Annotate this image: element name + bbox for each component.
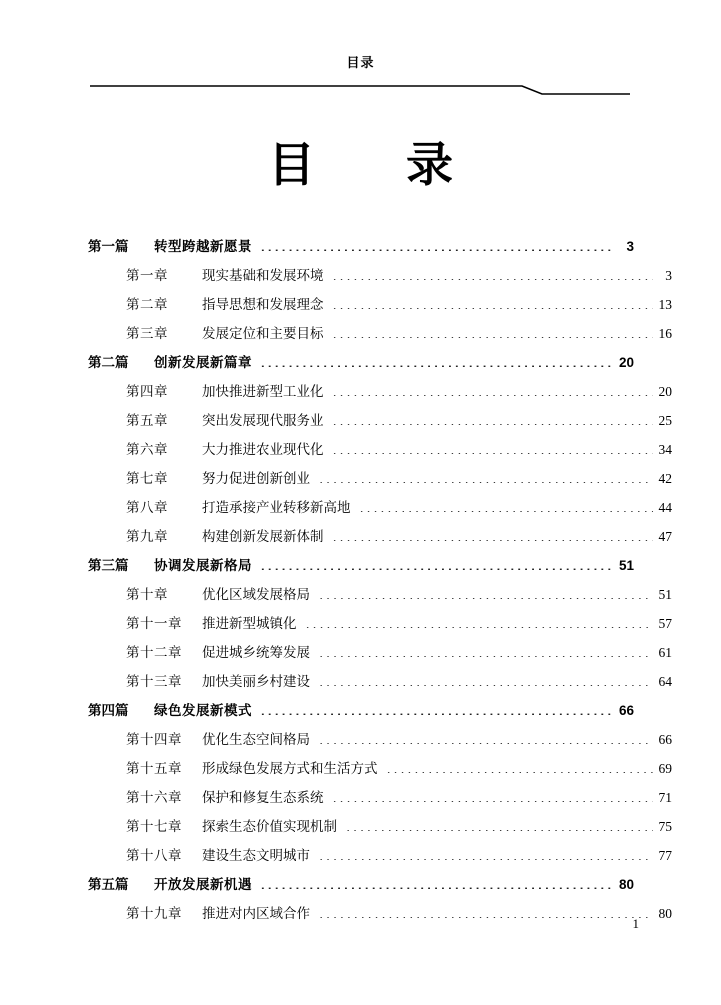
toc-part-entry[interactable] <box>88 696 634 725</box>
toc-entry-page: 69 <box>658 761 672 776</box>
toc-entry-number: 第十七章 <box>126 819 182 834</box>
toc-entry-page: 25 <box>658 413 672 428</box>
toc-entry-title: 推进新型城镇化 <box>202 616 297 631</box>
toc-chapter-entry[interactable] <box>88 754 672 783</box>
toc-chapter-entry[interactable] <box>88 609 672 638</box>
toc-leader-dots <box>319 847 653 861</box>
toc-chapter-entry[interactable] <box>88 493 672 522</box>
toc-entry-page: 75 <box>658 819 672 834</box>
toc-entry-number: 第二篇 <box>88 355 129 370</box>
toc-entry-number: 第三章 <box>126 326 168 341</box>
toc-leader-dots <box>333 412 654 426</box>
toc-entry-page: 3 <box>665 268 672 283</box>
toc-leader-dots <box>261 557 615 571</box>
toc-entry-number: 第三篇 <box>88 558 129 573</box>
toc-entry-page: 80 <box>658 906 672 921</box>
toc-entry-number: 第四篇 <box>88 703 129 718</box>
toc-entry-page: 61 <box>658 645 672 660</box>
toc-entry-title: 形成绿色发展方式和生活方式 <box>202 761 378 776</box>
toc-leader-dots <box>387 760 654 774</box>
toc-leader-dots <box>319 586 653 600</box>
header-rule-ornament <box>90 83 630 97</box>
toc-entry-number: 第十章 <box>126 587 168 602</box>
toc-chapter-entry[interactable] <box>88 899 672 928</box>
toc-entry-page: 44 <box>658 500 672 515</box>
toc-entry-number: 第六章 <box>126 442 168 457</box>
toc-chapter-entry[interactable] <box>88 638 672 667</box>
toc-part-entry[interactable] <box>88 870 634 899</box>
toc-entry-page: 66 <box>658 732 672 747</box>
toc-entry-title: 开放发展新机遇 <box>154 877 252 892</box>
toc-entry-page: 66 <box>618 703 634 718</box>
toc-leader-dots <box>333 789 654 803</box>
toc-leader-dots <box>333 325 654 339</box>
toc-chapter-entry[interactable] <box>88 667 672 696</box>
toc-entry-number: 第十五章 <box>126 761 182 776</box>
toc-entry-page: 34 <box>658 442 672 457</box>
toc-entry-page: 80 <box>618 877 634 892</box>
toc-entry-number: 第五章 <box>126 413 168 428</box>
toc-entry-page: 3 <box>626 239 634 254</box>
toc-entry-title: 构建创新发展新体制 <box>202 529 324 544</box>
toc-entry-page: 57 <box>658 616 672 631</box>
toc-entry-page: 64 <box>658 674 672 689</box>
toc-entry-number: 第十四章 <box>126 732 182 747</box>
toc-entry-title: 促进城乡统筹发展 <box>202 645 310 660</box>
toc-entry-number: 第五篇 <box>88 877 129 892</box>
toc-entry-title: 优化区域发展格局 <box>202 587 310 602</box>
toc-entry-number: 第九章 <box>126 529 168 544</box>
toc-entry-number: 第十一章 <box>126 616 182 631</box>
toc-leader-dots <box>319 644 653 658</box>
toc-part-entry[interactable] <box>88 551 634 580</box>
toc-leader-dots <box>333 441 654 455</box>
toc-entry-title: 努力促进创新创业 <box>202 471 310 486</box>
toc-leader-dots <box>319 731 653 745</box>
toc-leader-dots <box>319 673 653 687</box>
toc-entry-number: 第十二章 <box>126 645 182 660</box>
toc-chapter-entry[interactable] <box>88 377 672 406</box>
toc-leader-dots <box>333 383 654 397</box>
toc-chapter-entry[interactable] <box>88 435 672 464</box>
toc-entry-page: 51 <box>618 558 634 573</box>
page-title: 目 录 <box>268 140 475 192</box>
toc-leader-dots <box>261 702 615 716</box>
toc-entry-number: 第十八章 <box>126 848 182 863</box>
toc-leader-dots <box>333 267 654 281</box>
toc-leader-dots <box>306 615 654 629</box>
toc-entry-page: 13 <box>658 297 672 312</box>
toc-entry-title: 优化生态空间格局 <box>202 732 310 747</box>
toc-chapter-entry[interactable] <box>88 783 672 812</box>
toc-entry-title: 加快美丽乡村建设 <box>202 674 310 689</box>
running-header <box>0 52 721 98</box>
toc-chapter-entry[interactable] <box>88 319 672 348</box>
toc-leader-dots <box>319 905 653 919</box>
toc-entry-number: 第八章 <box>126 500 168 515</box>
toc-entry-number: 第一篇 <box>88 239 129 254</box>
toc-entry-number: 第十六章 <box>126 790 182 805</box>
toc-entry-title: 探索生态价值实现机制 <box>202 819 337 834</box>
page-number: 1 <box>632 916 639 931</box>
toc-entry-page: 20 <box>658 384 672 399</box>
toc-entry-title: 打造承接产业转移新高地 <box>202 500 351 515</box>
toc-entry-title: 创新发展新篇章 <box>154 355 252 370</box>
toc-entry-number: 第四章 <box>126 384 168 399</box>
table-of-contents <box>88 232 672 928</box>
toc-chapter-entry[interactable] <box>88 812 672 841</box>
toc-entry-title: 保护和修复生态系统 <box>202 790 324 805</box>
toc-part-entry[interactable] <box>88 232 634 261</box>
toc-entry-title: 绿色发展新模式 <box>154 703 252 718</box>
toc-entry-page: 20 <box>618 355 634 370</box>
toc-entry-page: 51 <box>658 587 672 602</box>
toc-leader-dots <box>261 354 615 368</box>
toc-entry-number: 第十三章 <box>126 674 182 689</box>
toc-entry-title: 大力推进农业现代化 <box>202 442 324 457</box>
toc-entry-page: 47 <box>658 529 672 544</box>
toc-entry-title: 发展定位和主要目标 <box>202 326 324 341</box>
toc-entry-title: 转型跨越新愿景 <box>154 239 252 254</box>
toc-entry-page: 71 <box>658 790 672 805</box>
toc-leader-dots <box>319 470 653 484</box>
toc-entry-number: 第七章 <box>126 471 168 486</box>
toc-leader-dots <box>346 818 653 832</box>
toc-entry-title: 现实基础和发展环境 <box>202 268 324 283</box>
toc-entry-title: 加快推进新型工业化 <box>202 384 324 399</box>
toc-entry-number: 第一章 <box>126 268 168 283</box>
toc-chapter-entry[interactable] <box>88 841 672 870</box>
toc-chapter-entry[interactable] <box>88 406 672 435</box>
toc-chapter-entry[interactable] <box>88 290 672 319</box>
toc-chapter-entry[interactable] <box>88 522 672 551</box>
toc-part-entry[interactable] <box>88 348 634 377</box>
toc-entry-title: 指导思想和发展理念 <box>202 297 324 312</box>
toc-chapter-entry[interactable] <box>88 261 672 290</box>
toc-entry-title: 推进对内区域合作 <box>202 906 310 921</box>
toc-entry-title: 协调发展新格局 <box>154 558 252 573</box>
toc-entry-title: 突出发展现代服务业 <box>202 413 324 428</box>
toc-entry-page: 42 <box>658 471 672 486</box>
toc-leader-dots <box>261 876 615 890</box>
toc-entry-page: 77 <box>658 848 672 863</box>
toc-leader-dots <box>333 296 654 310</box>
toc-entry-number: 第二章 <box>126 297 168 312</box>
toc-leader-dots <box>333 528 654 542</box>
toc-leader-dots <box>261 238 615 252</box>
toc-chapter-entry[interactable] <box>88 580 672 609</box>
running-header-title: 目录 <box>346 55 375 70</box>
toc-entry-page: 16 <box>658 326 672 341</box>
toc-entry-number: 第十九章 <box>126 906 182 921</box>
toc-entry-title: 建设生态文明城市 <box>202 848 310 863</box>
toc-chapter-entry[interactable] <box>88 725 672 754</box>
toc-leader-dots <box>360 499 654 513</box>
toc-chapter-entry[interactable] <box>88 464 672 493</box>
